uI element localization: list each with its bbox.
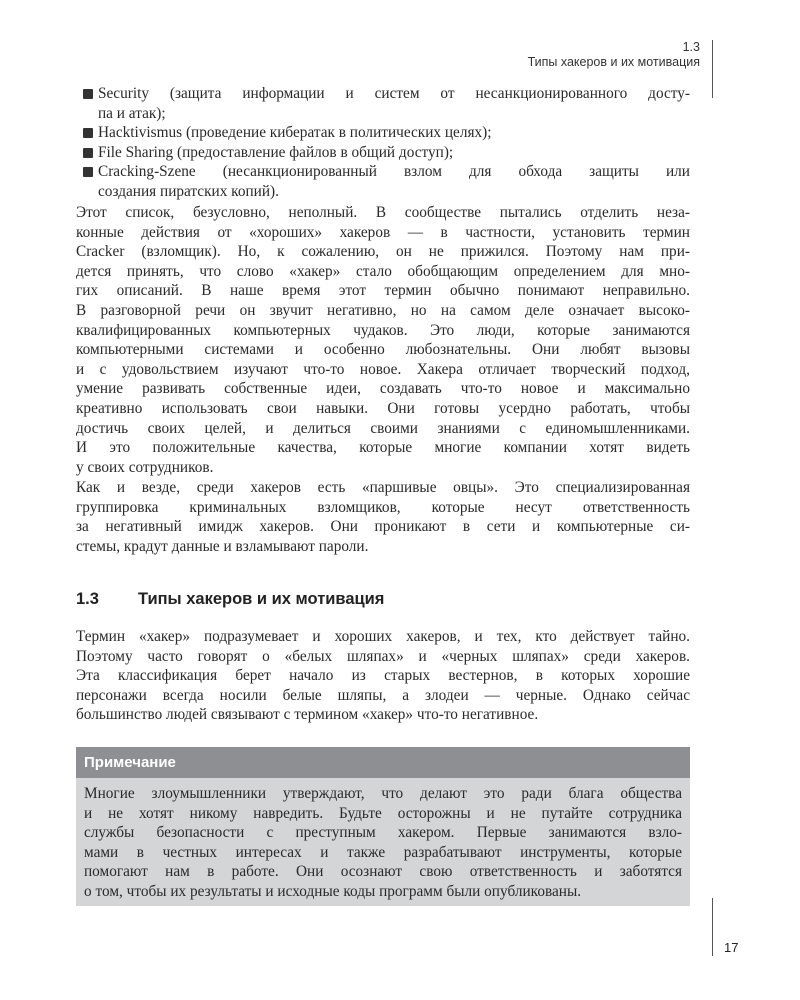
text-line: группировка криминальных взломщиков, которые несут ответственность [76, 498, 690, 516]
text-line: Термин «хакер» подразумевает и хороших хакеров, и тех, кто действует тайно. [76, 628, 690, 645]
text-line: о том, чтобы их результаты и исходные коды программ были опубликованы. [84, 882, 582, 900]
text-line: у своих сотрудников. [76, 458, 214, 476]
text-line: и не хотят никому навредить. Будьте осторожны и не путайте сотрудника [84, 804, 682, 822]
section-title: Типы хакеров и их мотивация [138, 590, 385, 608]
list-item [76, 123, 690, 143]
running-header-number: 1.3 [682, 40, 700, 54]
paragraph [76, 627, 690, 725]
list-item-line: Security (защита информации и систем от несанкционированного досту- [98, 85, 690, 102]
text-line: помогают нам в работе. Они осознают свою ответственность и заботятся [84, 863, 682, 881]
list-item [76, 84, 690, 123]
bullet-icon [83, 89, 93, 99]
bullet-list [76, 84, 690, 202]
text-line: креативно использовать свои навыки. Они готовы усердно работать, чтобы [76, 399, 690, 417]
text-line: большинство людей связывают с термином «хакер» что-то негативное. [76, 706, 539, 724]
list-item [76, 162, 690, 201]
list-item-line: Cracking-Szene (несанкционированный взлом для обхода защиты или [98, 163, 690, 181]
section-heading [76, 590, 384, 609]
text-line: Эта классификация берет начало из старых вестернов, в которых хорошие [76, 667, 690, 685]
text-line: Этот список, безусловно, неполный. В сообществе пытались отделить неза- [76, 204, 690, 221]
page-number: 17 [724, 940, 739, 955]
note-box [76, 747, 690, 906]
text-line: персонажи всегда носили белые шляпы, а злодеи — черные. Однако сейчас [76, 686, 690, 704]
text-line: умение развивать собственные идеи, создавать что-то новое и максимально [76, 380, 690, 398]
text-line: компьютерными системами и особенно любознательны. Они любят вызовы [76, 341, 690, 359]
bullet-icon [83, 167, 93, 177]
text-line: конные действия от «хороших» хакеров — в частности, установить термин [76, 223, 690, 241]
list-item [76, 143, 690, 163]
text-line: И это положительные качества, которые многие компании хотят видеть [76, 439, 690, 457]
text-line: Cracker (взломщик). Но, к сожалению, он не прижился. Поэтому нам при- [76, 243, 690, 261]
list-item-line: File Sharing (предоставление файлов в общий доступ); [98, 143, 454, 161]
running-header-title: Типы хакеров и их мотивация [527, 55, 700, 69]
paragraph [76, 478, 690, 556]
text-line: мами в честных интересах и также разрабатывают инструменты, которые [84, 843, 682, 861]
section-number: 1.3 [76, 590, 99, 608]
text-line: квалифицированных компьютерных чудаков. Это люди, которые занимаются [76, 321, 690, 339]
text-line: за негативный имидж хакеров. Они проникают в сети и компьютерные си- [76, 518, 690, 536]
bullet-icon [83, 128, 93, 138]
header-rule [712, 40, 713, 98]
list-item-line: создания пиратских копий). [98, 182, 279, 200]
text-line: службы безопасности с преступным хакером. Первые занимаются взло- [84, 824, 682, 842]
note-body [76, 778, 690, 902]
text-line: В разговорной речи он звучит негативно, но на самом деле означает высоко- [76, 301, 690, 319]
footer-rule [712, 898, 713, 956]
text-line: Как и везде, среди хакеров есть «паршивые овцы». Это специализированная [76, 479, 690, 496]
list-item-line: па и атак); [98, 104, 166, 122]
list-item-line: Hacktivismus (проведение кибератак в политических целях); [98, 124, 492, 142]
text-line: гих описаний. В наше время этот термин обычно понимают неправильно. [76, 282, 690, 300]
text-line: и с удовольствием изучают что-то новое. Хакера отличает творческий подход, [76, 360, 690, 378]
bullet-icon [83, 148, 93, 158]
text-line: Многие злоумышленники утверждают, что делают это ради блага общества [84, 785, 682, 802]
note-title: Примечание [76, 747, 690, 778]
text-line: Поэтому часто говорят о «белых шляпах» и «черных шляпах» среди хакеров. [76, 647, 690, 665]
running-header [528, 40, 700, 70]
paragraph [76, 203, 690, 477]
text-line: достичь своих целей, и делиться своими знаниями с единомышленниками. [76, 419, 690, 437]
text-line: дется принять, что слово «хакер» стало обобщающим определением для мно- [76, 262, 690, 280]
text-line: стемы, крадут данные и взламывают пароли. [76, 537, 369, 555]
